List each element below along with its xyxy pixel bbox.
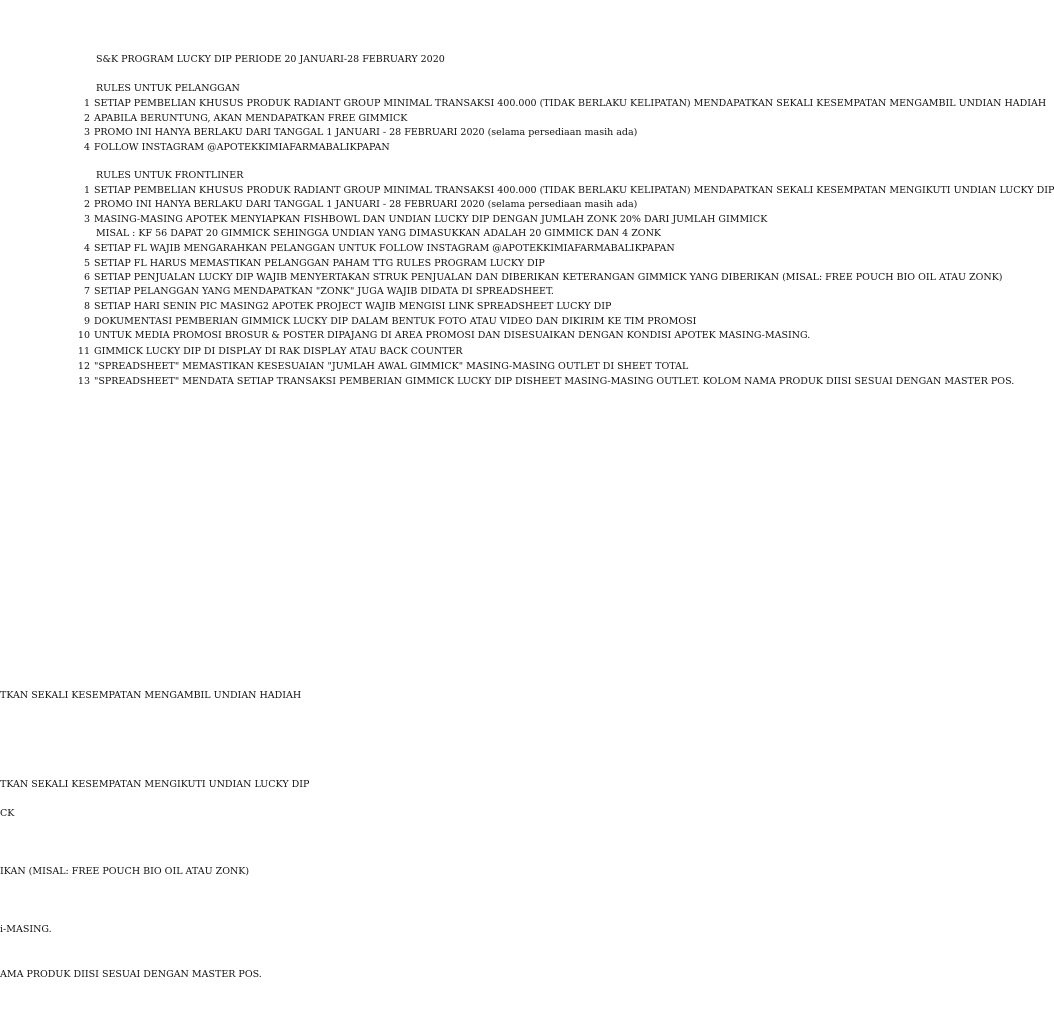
rule-text: SETIAP PEMBELIAN KHUSUS PRODUK RADIANT GROUP MINIMAL TRANSAKSI 400.000 (TIDAK BERLAKU KELIPATAN) MENDAPATKAN SEKALI KESEMPATAN MENGAMBIL UNDIAN HADIAH <box>94 98 1047 109</box>
rule-text: "SPREADSHEET" MEMASTIKAN KESESUAIAN "JUMLAH AWAL GIMMICK" MASING-MASING OUTLET DI SHEET TOTAL <box>94 361 689 372</box>
rule-text: SETIAP FL WAJIB MENGARAHKAN PELANGGAN UNTUK FOLLOW INSTAGRAM @APOTEKKIMIAFARMABALIKPAPAN <box>94 243 675 254</box>
rule-number: 3 <box>83 127 90 138</box>
rule-number: 1 <box>83 98 90 109</box>
overflow-fragment: i-MASING. <box>0 924 52 935</box>
frontliner-rule-5 <box>76 258 766 270</box>
frontliner-rule-7 <box>76 286 766 298</box>
rule-text: SETIAP PELANGGAN YANG MENDAPATKAN "ZONK" JUGA WAJIB DIDATA DI SPREADSHEET. <box>94 286 554 297</box>
rule-text: MASING-MASING APOTEK MENYIAPKAN FISHBOWL DAN UNDIAN LUCKY DIP DENGAN JUMLAH ZONK 20% DARI JUMLAH GIMMICK <box>94 214 768 225</box>
frontliner-heading: RULES UNTUK FRONTLINER <box>96 170 244 181</box>
frontliner-rule-13 <box>76 376 1015 388</box>
rule-number: 11 <box>77 346 90 357</box>
overflow-fragment: IKAN (MISAL: FREE POUCH BIO OIL ATAU ZONK) <box>0 866 250 877</box>
rule-number: 8 <box>83 301 90 312</box>
rule-text: DOKUMENTASI PEMBERIAN GIMMICK LUCKY DIP DALAM BENTUK FOTO ATAU VIDEO DAN DIKIRIM KE TIM PROMOSI <box>94 316 697 327</box>
rule-number: 4 <box>83 142 90 153</box>
rule-number: 4 <box>83 243 90 254</box>
rule-number: 10 <box>77 330 90 341</box>
overflow-fragment: AMA PRODUK DIISI SESUAI DENGAN MASTER POS. <box>0 969 262 980</box>
rule-text: PROMO INI HANYA BERLAKU DARI TANGGAL 1 JANUARI - 28 FEBRUARI 2020 (selama persediaan masih ada) <box>94 127 638 138</box>
frontliner-rule-3-example: MISAL : KF 56 DAPAT 20 GIMMICK SEHINGGA UNDIAN YANG DIMASUKKAN ADALAH 20 GIMMICK DAN 4 ZONK <box>96 228 661 239</box>
frontliner-rule-8 <box>76 301 766 313</box>
pelanggan-heading: RULES UNTUK PELANGGAN <box>96 83 240 94</box>
rule-number: 3 <box>83 214 90 225</box>
rule-text: PROMO INI HANYA BERLAKU DARI TANGGAL 1 JANUARI - 28 FEBRUARI 2020 (selama persediaan masih ada) <box>94 199 638 210</box>
rule-number: 13 <box>77 376 90 387</box>
rule-text: UNTUK MEDIA PROMOSI BROSUR & POSTER DIPAJANG DI AREA PROMOSI DAN DISESUAIKAN DENGAN KONDISI APOTEK MASING-MASING. <box>94 330 811 341</box>
rule-text: SETIAP FL HARUS MEMASTIKAN PELANGGAN PAHAM TTG RULES PROGRAM LUCKY DIP <box>94 258 545 269</box>
rule-text: GIMMICK LUCKY DIP DI DISPLAY DI RAK DISPLAY ATAU BACK COUNTER <box>94 346 463 357</box>
frontliner-rule-3 <box>76 214 766 226</box>
rule-number: 1 <box>83 185 90 196</box>
rule-text: SETIAP HARI SENIN PIC MASING2 APOTEK PROJECT WAJIB MENGISI LINK SPREADSHEET LUCKY DIP <box>94 301 612 312</box>
frontliner-rule-10 <box>76 330 811 342</box>
rule-number: 2 <box>83 199 90 210</box>
rule-text: FOLLOW INSTAGRAM @APOTEKKIMIAFARMABALIKPAPAN <box>94 142 390 153</box>
pelanggan-rule-4 <box>76 142 766 154</box>
frontliner-rule-9 <box>76 316 766 328</box>
rule-text: SETIAP PEMBELIAN KHUSUS PRODUK RADIANT GROUP MINIMAL TRANSAKSI 400.000 (TIDAK BERLAKU KELIPATAN) MENDAPATKAN SEKALI KESEMPATAN MENGIKUTI UNDIAN LUCKY DIP <box>94 185 1054 196</box>
overflow-fragment: CK <box>0 808 15 819</box>
pelanggan-rule-2 <box>76 113 766 125</box>
overflow-fragment: TKAN SEKALI KESEMPATAN MENGIKUTI UNDIAN LUCKY DIP <box>0 779 310 790</box>
frontliner-rule-2 <box>76 199 766 211</box>
frontliner-rule-4 <box>76 243 766 255</box>
document-title: S&K PROGRAM LUCKY DIP PERIODE 20 JANUARI-28 FEBRUARY 2020 <box>96 54 445 65</box>
frontliner-rule-6 <box>76 272 1003 284</box>
rule-number: 6 <box>83 272 90 283</box>
pelanggan-rule-1 <box>76 98 1047 110</box>
frontliner-rule-1 <box>76 185 1054 197</box>
rule-number: 9 <box>83 316 90 327</box>
rule-text: APABILA BERUNTUNG, AKAN MENDAPATKAN FREE GIMMICK <box>94 113 408 124</box>
rule-number: 5 <box>83 258 90 269</box>
rule-text: SETIAP PENJUALAN LUCKY DIP WAJIB MENYERTAKAN STRUK PENJUALAN DAN DIBERIKAN KETERANGAN GIMMICK YANG DIBERIKAN (MISAL: FREE POUCH BIO OIL ATAU ZONK) <box>94 272 1003 283</box>
rule-number: 7 <box>83 286 90 297</box>
rule-number: 12 <box>77 361 90 372</box>
rule-text: "SPREADSHEET" MENDATA SETIAP TRANSAKSI PEMBERIAN GIMMICK LUCKY DIP DISHEET MASING-MASING OUTLET. KOLOM NAMA PRODUK DIISI SESUAI DENGAN MASTER POS. <box>94 376 1015 387</box>
rule-number: 2 <box>83 113 90 124</box>
frontliner-rule-12 <box>76 361 766 373</box>
pelanggan-rule-3 <box>76 127 766 139</box>
overflow-fragment: TKAN SEKALI KESEMPATAN MENGAMBIL UNDIAN HADIAH <box>0 690 302 701</box>
frontliner-rule-11 <box>76 346 766 358</box>
